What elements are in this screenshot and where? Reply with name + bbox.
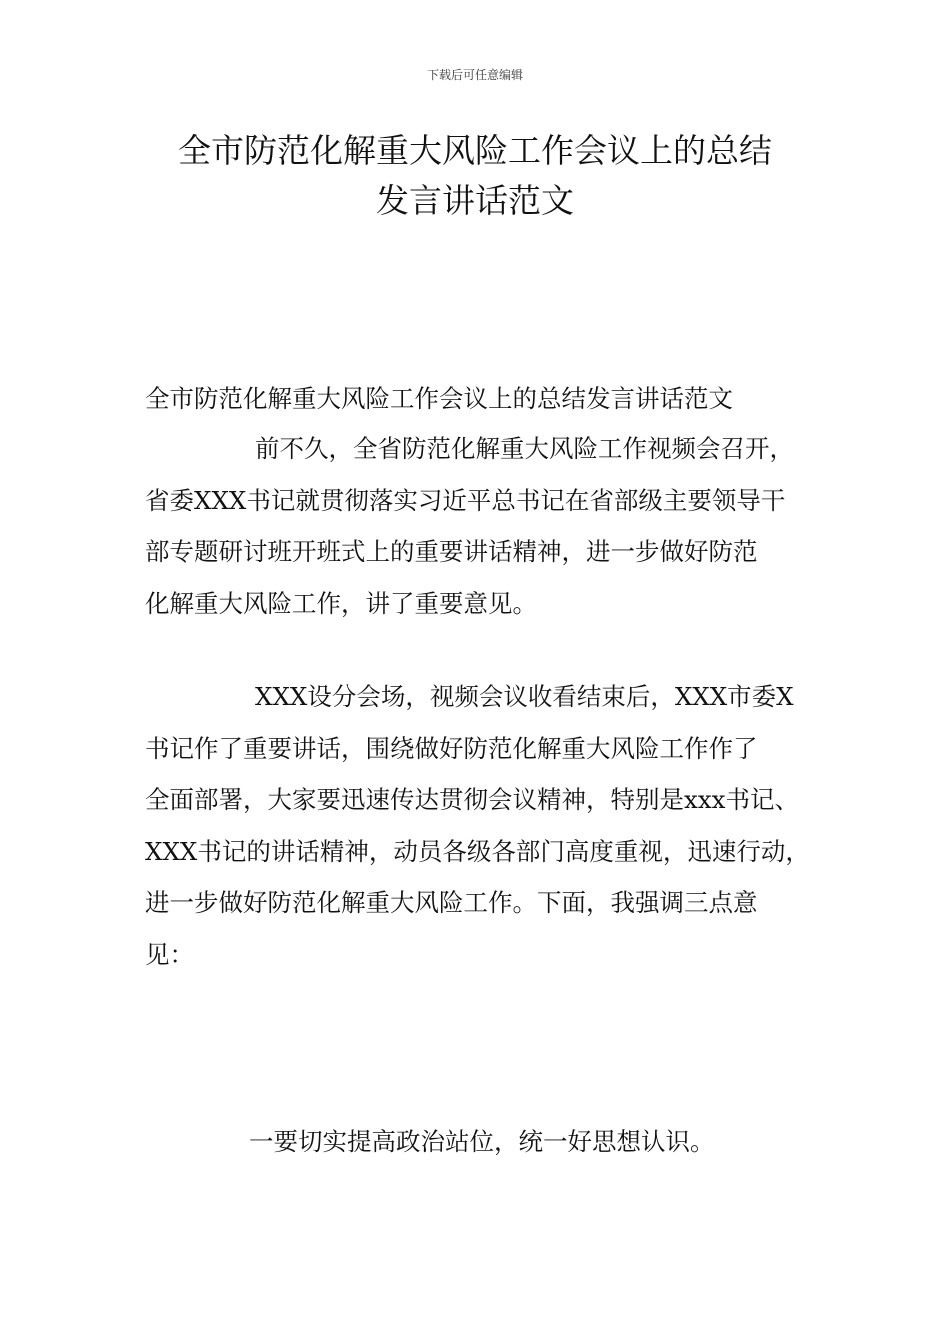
title-line-1: 全市防范化解重大风险工作会议上的总结 bbox=[178, 131, 772, 170]
paragraph-line: 全面部署，大家要迅速传达贯彻会议精神，特别是xxx书记、 bbox=[145, 785, 799, 814]
paragraph-line: 前不久，全省防范化解重大风险工作视频会召开， bbox=[255, 434, 794, 463]
paragraph-line: 省委XXX书记就贯彻落实习近平总书记在省部级主要领导干 bbox=[145, 485, 786, 515]
paragraph-line: 见： bbox=[145, 939, 194, 969]
paragraph-line: 书记作了重要讲话，围绕做好防范化解重大风险工作作了 bbox=[145, 733, 758, 763]
paragraph-line: XXX书记的讲话精神，动员各级各部门高度重视，迅速行动， bbox=[145, 836, 810, 866]
paragraph-2 bbox=[145, 671, 815, 980]
header-note: 下载后可任意编辑 bbox=[426, 68, 523, 82]
paragraph-1 bbox=[145, 423, 815, 629]
title-line-2: 发言讲话范文 bbox=[376, 181, 574, 220]
paragraph-line: 化解重大风险工作，讲了重要意见。 bbox=[145, 588, 537, 618]
paragraph-line: 进一步做好防范化解重大风险工作。下面，我强调三点意 bbox=[145, 888, 758, 917]
document-title bbox=[80, 126, 870, 226]
point-heading-1: 一要切实提高政治站位，统一好思想认识。 bbox=[249, 1127, 715, 1156]
paragraph-line: XXX设分会场，视频会议收看结束后，XXX市委X bbox=[255, 682, 794, 711]
document-subtitle: 全市防范化解重大风险工作会议上的总结发言讲话范文 bbox=[145, 384, 733, 413]
paragraph-line: 部专题研讨班开班式上的重要讲话精神，进一步做好防范 bbox=[145, 537, 758, 566]
